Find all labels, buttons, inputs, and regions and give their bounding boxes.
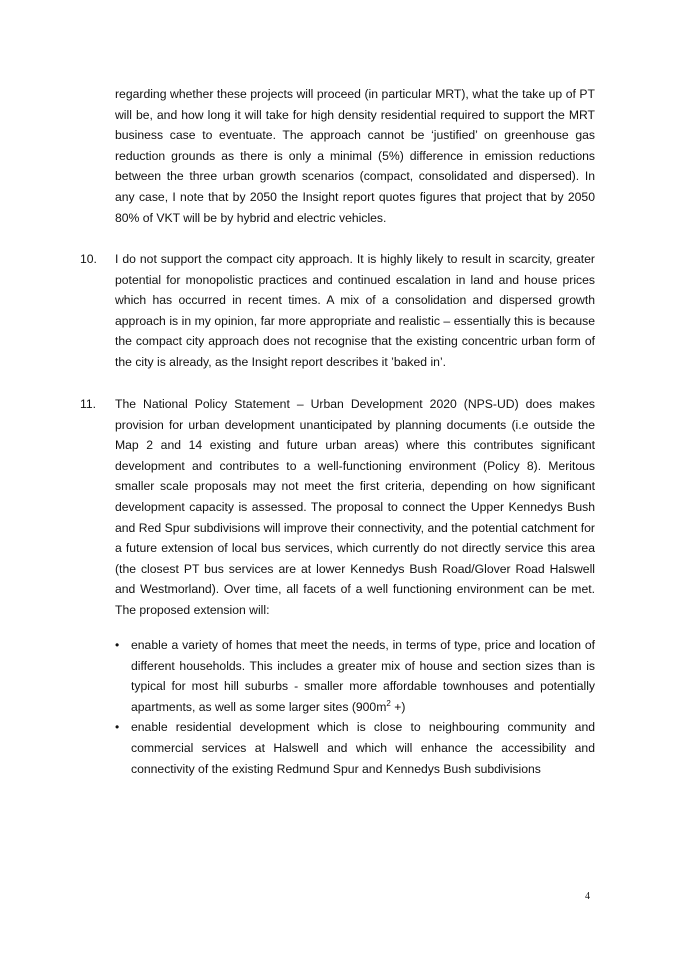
- bullet-item: [115, 635, 595, 717]
- paragraph-9-continuation: regarding whether these projects will proceed (in particular MRT), what the take up of PT will be, and how long it will take for high density residential required to support the MRT business case to eventuate. The approach cannot be ‘justified’ on greenhouse gas reduction grounds as there is only a minimal (5%) difference in emission reductions between the three urban growth scenarios (compact, consolidated and dispersed). In any case, I note that by 2050 the Insight report quotes figures that project that by 2050 80% of VKT will be by hybrid and electric vehicles.: [115, 87, 595, 225]
- paragraph-10-number: 10.: [80, 252, 97, 266]
- proposal-bullet-list: [115, 635, 595, 779]
- paragraph-11-number: 11.: [80, 397, 97, 411]
- bullet-dot-icon: •: [115, 638, 120, 652]
- bullet-dot-icon: •: [115, 720, 120, 735]
- page-number: 4: [585, 891, 590, 902]
- superscript: 2: [386, 698, 391, 708]
- bullet-text: enable residential development which is close to neighbouring community and commercial services at Halswell and which will enhance the accessibility and connectivity of the existing Redmund Spur and Kennedys Bush subdivisions: [131, 720, 595, 776]
- bullet-text: enable a variety of homes that meet the needs, in terms of type, price and location of different households. This includes a greater mix of house and section sizes than is typical for most hill suburbs - smaller more affordable townhouses and potentially apartments, as well as some larger sites (900m: [131, 638, 595, 714]
- bullet-item: [115, 717, 595, 779]
- paragraph-11-text: The National Policy Statement – Urban Development 2020 (NPS-UD) does makes provision for urban development unanticipated by planning documents (i.e outside the Map 2 and 14 existing and future urban areas) where this contributes significant development and contributes to a well-functioning environment (Policy 8). Meritous smaller scale proposals may not meet the first criteria, depending on how significant development capacity is assessed. The proposal to connect the Upper Kennedys Bush and Red Spur subdivisions will improve their connectivity, and the potential catchment for a future extension of local bus services, which currently do not directly service this area (the closest PT bus services are at lower Kennedys Bush Road/Glover Road Halswell and Westmorland). Over time, all facets of a well functioning environment can be met. The proposed extension will:: [115, 397, 595, 617]
- paragraph-10-text: I do not support the compact city approach. It is highly likely to result in scarcity, greater potential for monopolistic practices and continued escalation in land and house prices which has occurred in recent times. A mix of a consolidation and dispersed growth approach is in my opinion, far more appropriate and realistic – essentially this is because the compact city approach does not recognise that the existing concentric urban form of the city is already, as the Insight report describes it ’baked in’.: [115, 252, 595, 369]
- bullet-text-suffix: +): [390, 699, 406, 714]
